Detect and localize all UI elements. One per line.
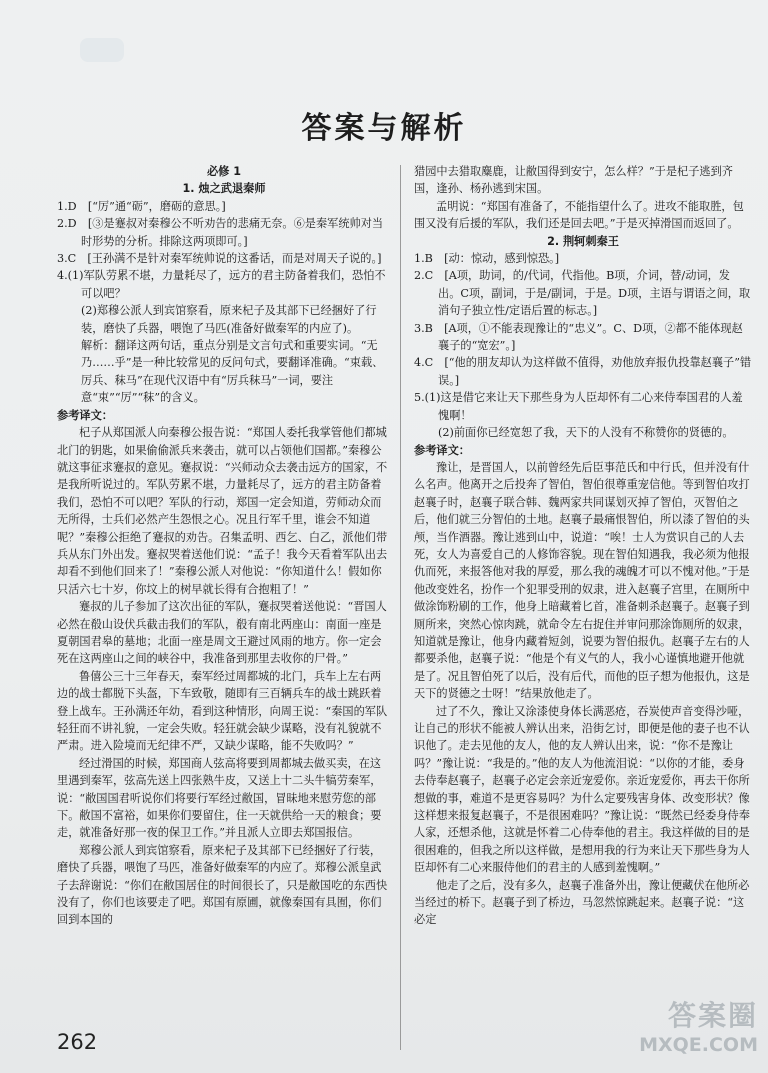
corner-stamp — [80, 38, 124, 62]
left-column-paragraph: 鲁僖公三十三年春天，秦军经过周都城的北门，兵车上左右两边的战士都脱下头盔，下车致敬，随即有三百辆兵车的战士跳跃着登上战车。王孙满还年幼，看到这种情形，向周王说：“秦国的军队轻狂而不讲礼貌，一定会失败。轻狂就会缺少谋略，没有礼貌就不严肃。进入险境而无纪律不严，又缺少谋略，能不失败吗？” — [57, 669, 388, 753]
left-column — [57, 163, 391, 929]
right-column-paragraph: 过了不久，豫让又涂漆使身体长满恶疮，吞炭使声音变得沙哑，让自己的形状不能被人辨认出来，沿街乞讨，即便是他的妻子也不认识他了。走去见他的友人，他的友人辨认出来，说：“你不是豫让吗？”豫让说：“我是的。”他的友人为他流泪说：“以你的才能，委身去侍奉赵襄子，赵襄子必定会亲近宠爱你。亲近宠爱你，再去干你所想做的事，难道不是更容易吗？为什么定要残害身体、改变形状？像这样想来报复赵襄子，不是很困难吗？”豫让说：“既然已经委身侍奉人家，还想杀他，这就是怀着二心侍奉他的君主。我这样做的目的是很困难的，但我之所以这样做，是想用我的行为来让天下那些身为人臣却怀有二心来服侍他们的君主的人感到羞愧啊。” — [414, 704, 750, 875]
right-column-paragraph: 参考译文： — [414, 443, 470, 457]
left-column-paragraph: 解析：翻译这两句话，重点分别是文言句式和重要实词。“无乃……乎”是一种比较常见的反问句式，要翻译准确。“束载、厉兵、秣马”在现代汉语中有“厉兵秣马”一词，要注意“束”“厉”“秣”的含义。 — [81, 339, 384, 405]
right-column-paragraph: 豫让，是晋国人，以前曾经先后臣事范氏和中行氏，但并没有什么名声。他离开之后投奔了智伯，智伯很尊重宠信他。等到智伯攻打赵襄子时，赵襄子联合韩、魏两家共同谋划灭掉了智伯，灭智伯之后，他们就三分智伯的土地。赵襄子最痛恨智伯，所以漆了智伯的头颅，当作酒器。豫让逃到山中，说道：“唉！士人为赏识自己的人去死，女人为喜爱自己的人修饰容貌。现在智伯知遇我，我必须为他报仇而死，来报答他对我的厚爱，那么我的魂魄才可以不愧对他。”于是他改变姓名，扮作一个犯罪受刑的奴隶，进入赵襄子宫里，在厕所中做涂饰粉刷的工作，他身上暗藏着匕首，准备刺杀赵襄子。赵襄子到厕所来，突然心惊肉跳，就命令左右捉住并审问那涂饰厕所的奴隶，知道就是豫让，他身内藏着短剑，说要为智伯报仇。赵襄子左右的人都要杀他，赵襄子说：“他是个有义气的人，我小心谨慎地避开他就是了。况且智伯死了以后，没有后代，而他的臣子想为他报仇，这是天下的贤德之士呀！”结果放他走了。 — [414, 460, 750, 701]
right-column-paragraph: (2)前面你已经宽恕了我，天下的人没有不称赞你的贤德的。 — [438, 426, 734, 440]
left-column-paragraph: 杞子从郑国派人向秦穆公报告说：“郑国人委托我掌管他们都城北门的钥匙，如果偷偷派兵来袭击，就可以占领他们国都。”秦穆公就这事征求蹇叔的意见。蹇叔说：“兴师动众去袭击远方的国家，不是我所听说过的。军队劳累不堪，力量耗尽了，远方的君主防备着我们，恐怕不可以吧？军队的行动，郑国一定会知道，劳师动众而无所得，士兵们必然产生怨恨之心。况且行军千里，谁会不知道呢？”秦穆公拒绝了蹇叔的劝告。召集孟明、西乞、白乙，派他们带兵从东门外出发。蹇叔哭着送他们说：“孟子！我今天看着军队出去却看不到他们回来了！”秦穆公派人对他说：“你知道什么！假如你只活六七十岁，你坟上的树早就长得有合抱粗了！” — [57, 426, 388, 596]
left-column-paragraph: 1. 烛之武退秦师 — [182, 182, 266, 196]
watermark-logo-text: 答案圈 — [667, 999, 758, 1032]
left-column-paragraph: 经过滑国的时候，郑国商人弦高将要到周都城去做买卖，在这里遇到秦军，弦高先送上四张熟牛皮，又送上十二头牛犒劳秦军，说：“敝国国君听说你们将要行军经过敝国，冒昧地来慰劳您的部下。敝国不富裕，如果你们要留住，住一天就供给一天的粮食；要走，就准备好那一夜的保卫工作。”并且派人立即去郑国报信。 — [57, 756, 382, 840]
left-column-paragraph: 郑穆公派人到宾馆察看，原来杞子及其部下已经捆好了行装，磨快了兵器，喂饱了马匹，准备好做秦军的内应了。郑穆公派皇武子去辞谢说：“你们在敝国居住的时间很长了，只是敝国吃的东西快没有了，你们也该要走了吧。郑国有原圃，就像秦国有具囿，你们回到本国的 — [57, 843, 388, 927]
left-column-paragraph: (2)郑穆公派人到宾馆察看，原来杞子及其部下已经捆好了行装，磨快了兵器，喂饱了马匹(准备好做秦军的内应了)。 — [81, 304, 377, 335]
right-column-paragraph: 猎园中去猎取麋鹿，让敝国得到安宁，怎么样？”于是杞子逃到齐国，逢孙、杨孙逃到宋国。 — [414, 165, 733, 196]
left-column-paragraph: 1.D [“厉”通“砺”，磨砺的意思。] — [57, 199, 226, 213]
right-column-paragraph: 他走了之后，没有多久，赵襄子准备外出，豫让便藏伏在他所必当经过的桥下。赵襄子到了桥边，马忽然惊跳起来。赵襄子说：“这必定 — [414, 878, 750, 927]
right-column-paragraph: 4.C [“他的朋友却认为这样做不值得，劝他放弃报仇投靠赵襄子”错误。] — [414, 356, 752, 387]
site-watermark — [628, 999, 758, 1065]
column-divider — [400, 165, 401, 1050]
right-column-paragraph: 孟明说：“郑国有准备了，不能指望什么了。进攻不能取胜，包围又没有后援的军队，我们还是回去吧。”于是灭掉滑国而返回了。 — [414, 199, 744, 231]
right-column-paragraph: 2. 荆轲刺秦王 — [547, 234, 619, 248]
page-number: 262 — [57, 1030, 98, 1054]
right-column-paragraph: 1.B [动：惊动，感到惊恐。] — [414, 252, 560, 266]
right-column-paragraph: 2.C [A项，助词，的/代词，代指他。B项，介词，替/动词，发出。C项，副词，于是/副词，于是。D项，主语与谓语之间，取消句子独立性/定语后置的标志。] — [414, 269, 751, 318]
page-title: 答案与解析 — [301, 111, 467, 146]
watermark-url: MXQE.COM — [639, 1034, 758, 1056]
right-column-paragraph: 3.B [A项，①不能表现豫让的“忠义”。C、D项，②都不能体现赵襄子的“宽宏”。] — [414, 321, 743, 353]
left-column-paragraph: 3.C [王孙满不是针对秦军统帅说的这番话，而是对周天子说的。] — [57, 252, 382, 266]
left-column-paragraph: 必修 1 — [206, 165, 242, 178]
right-column-paragraph: 5.(1)这是借它来让天下那些身为人臣却怀有二心来侍奉国君的人羞愧啊！ — [414, 391, 743, 422]
right-column — [414, 163, 752, 929]
left-column-paragraph: 4.(1)军队劳累不堪，力量耗尽了，远方的君主防备着我们，恐怕不可以吧？ — [57, 269, 386, 300]
left-column-paragraph: 2.D [③是蹇叔对秦穆公不听劝告的悲痛无奈。⑥是秦军统帅对当时形势的分析。排除这两项即可。] — [57, 217, 384, 248]
left-column-paragraph: 参考译文： — [57, 408, 113, 422]
left-column-paragraph: 蹇叔的儿子参加了这次出征的军队，蹇叔哭着送他说：“晋国人必然在殽山设伏兵截击我们的军队，殽有南北两座山：南面一座是夏朝国君皋的墓地；北面一座是周文王避过风雨的地方。你一定会死在这两座山之间的峡谷中，我准备到那里去收你的尸骨。” — [57, 600, 387, 666]
